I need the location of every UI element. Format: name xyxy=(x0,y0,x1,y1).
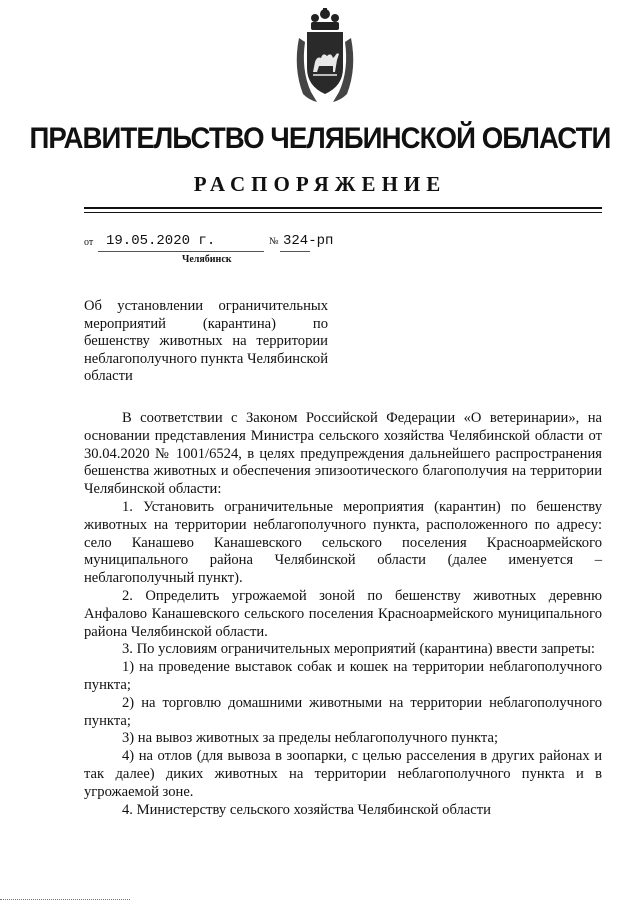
document-body xyxy=(84,410,602,819)
subitem-3: 3) на вывоз животных за пределы неблагополучного пункта; xyxy=(122,730,499,747)
preamble-paragraph: В соответствии с Законом Российской Федерации «О ветеринарии», на основании представления Министра сельского хозяйства Челябинской области от 30.04.2020 № 1001/6524, в целях предупреждения дальнейшего распространения бешенства животных и обеспечения эпизоотического благополучия на территории Челябинской области: xyxy=(84,410,602,498)
subitem-4: 4) на отлов (для вывоза в зоопарки, с целью расселения в других районах и так далее) диких животных на территории неблагополучного пункта и в угрожаемой зоне. xyxy=(84,748,602,800)
coat-of-arms-emblem xyxy=(289,8,361,104)
document-type: РАСПОРЯЖЕНИЕ xyxy=(193,172,447,196)
number-underline xyxy=(280,251,310,252)
document-date: 19.05.2020 г. xyxy=(106,233,216,249)
document-subject: Об установлении ограничительных мероприятий (карантина) по бешенству животных на территории неблагополучного пункта Челябинской области xyxy=(84,298,328,384)
subitem-2: 2) на торговлю домашними животными на территории неблагополучного пункта; xyxy=(84,694,602,729)
paragraph-1: 1. Установить ограничительные мероприятия (карантин) по бешенству животных на территории неблагополучного пункта, расположенного по адресу: село Канашево Канашевского сельского поселения Красноармейского муниципального района Челябинской области (далее именуется – неблагополучный пункт). xyxy=(84,498,602,587)
number-label: № xyxy=(269,236,279,247)
footer-rule xyxy=(0,899,130,900)
city: Челябинск xyxy=(182,254,232,265)
header-rule-thin xyxy=(84,212,602,213)
subitem-1: 1) на проведение выставок собак и кошек на территории неблагополучного пункта; xyxy=(84,659,602,693)
paragraph-3: 3. По условиям ограничительных мероприятий (карантина) ввести запреты: xyxy=(122,641,595,658)
paragraph-2: 2. Определить угрожаемой зоной по бешенству животных деревню Анфалово Канашевского сельского поселения Красноармейского муниципального района Челябинской области. xyxy=(84,587,602,640)
paragraph-4: 4. Министерству сельского хозяйства Челябинской области xyxy=(122,801,491,818)
date-underline xyxy=(98,251,264,252)
document-number: 324-рп xyxy=(283,233,334,249)
date-label: от xyxy=(84,237,94,248)
government-title: ПРАВИТЕЛЬСТВО ЧЕЛЯБИНСКОЙ ОБЛАСТИ xyxy=(29,122,611,155)
header-rule xyxy=(84,207,602,209)
